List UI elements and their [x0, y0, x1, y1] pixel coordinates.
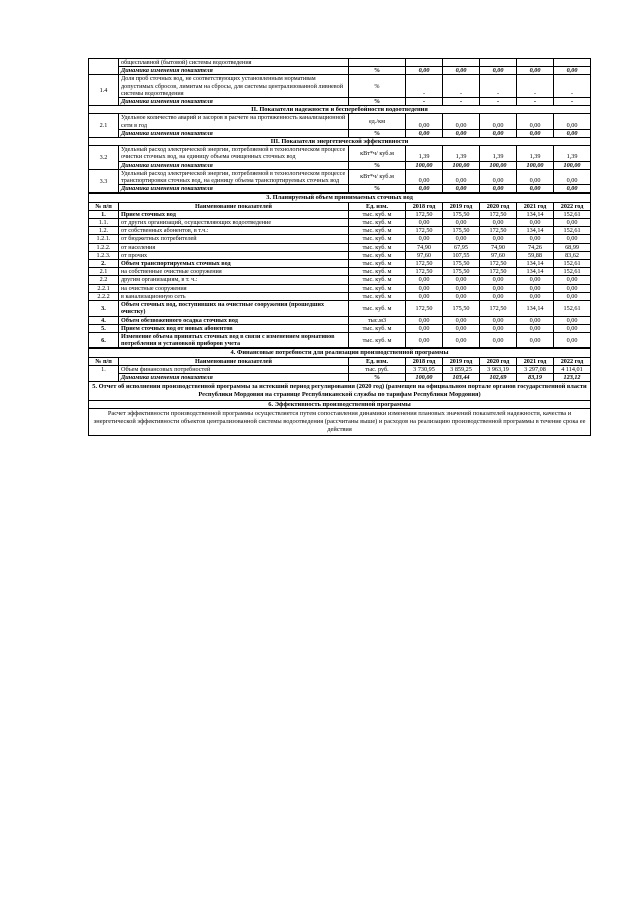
row-value: 0,00 [517, 324, 554, 332]
row-number: 1.2.1. [89, 235, 119, 243]
row-value: 68,99 [554, 243, 591, 251]
table-row [89, 332, 591, 347]
column-header: 2021 год [517, 357, 554, 365]
efficiency-row [89, 409, 591, 436]
row-value: 0,00 [554, 284, 591, 292]
row-unit: тыс. куб. м [349, 219, 406, 227]
row-value: 0,00 [554, 235, 591, 243]
row-value: 172,50 [480, 260, 517, 268]
row-value: 172,50 [480, 210, 517, 218]
table-row [89, 59, 591, 67]
row-value: 175,50 [443, 260, 480, 268]
row-name: на собственные очистные сооружения [119, 268, 349, 276]
row-unit: тыс. куб. м [349, 332, 406, 347]
dynamics-row: Динамика изменения показателя % 0,00 0,00 0,00 0,00 0,00 [89, 185, 591, 193]
row-value: 0,00 [517, 332, 554, 347]
wastewater-volume-table [88, 193, 591, 348]
row-value: 74,90 [480, 243, 517, 251]
row-value: 0,00 [480, 219, 517, 227]
row-unit: тыс. куб. м [349, 324, 406, 332]
row-value: 0,00 [554, 276, 591, 284]
row-value: 0,00 [443, 332, 480, 347]
row-unit: тыс. куб. м [349, 301, 406, 316]
row-unit: тыс. куб. м [349, 268, 406, 276]
section-heading: II. Показатели надежности и бесперебойности водоотведения [89, 106, 591, 114]
column-header: 2020 год [480, 357, 517, 365]
row-number: 2.1 [89, 268, 119, 276]
row-value: 59,88 [517, 251, 554, 259]
row-value: 0,00 [554, 324, 591, 332]
row-number: 6. [89, 332, 119, 347]
table-row: 3.3 Удельный расход электрической энергии, потребляемой в технологическом процессе транспортировки сточных вод, на единицу объема транспортируемых сточных вод кВт*ч/ куб.м 0,00 0,00 0,00 0,00 0,00 [89, 169, 591, 184]
row-value: 0,00 [480, 292, 517, 300]
row-number: 5. [89, 324, 119, 332]
section-heading-row [89, 194, 591, 202]
row-unit: тыс. куб. м [349, 292, 406, 300]
row-value: 152,61 [554, 268, 591, 276]
row-name: другим организациям, в т. ч.: [119, 276, 349, 284]
row-number: 1. [89, 210, 119, 218]
row-unit: тыс. куб. м [349, 210, 406, 218]
column-header: 2019 год [443, 357, 480, 365]
row-value: 0,00 [443, 235, 480, 243]
row-value: 0,00 [517, 235, 554, 243]
row-value: 97,60 [406, 251, 443, 259]
row-value: 0,00 [443, 292, 480, 300]
row-name: от бюджетных потребителей [119, 235, 349, 243]
row-value: 152,61 [554, 301, 591, 316]
row-value: 0,00 [406, 316, 443, 324]
column-header: 2019 год [443, 202, 480, 210]
table-row [89, 251, 591, 259]
row-value: 0,00 [554, 219, 591, 227]
row-value: 0,00 [406, 235, 443, 243]
row-name: Прием сточных вод от новых абонентов [119, 324, 349, 332]
row-name: от других организаций, осуществляющих водоотведение [119, 219, 349, 227]
table-row [89, 210, 591, 218]
row-value: 0,00 [517, 284, 554, 292]
row-value: 0,00 [480, 235, 517, 243]
column-header: 2021 год [517, 202, 554, 210]
row-value: 83,62 [554, 251, 591, 259]
row-value: 134,14 [517, 260, 554, 268]
row-value: 172,50 [406, 227, 443, 235]
row-value: 67,95 [443, 243, 480, 251]
column-header: Наименование показателей [119, 357, 349, 365]
row-value: 175,50 [443, 227, 480, 235]
row-value: 0,00 [406, 324, 443, 332]
row-value: 172,50 [406, 268, 443, 276]
table-row [89, 243, 591, 251]
column-header: № п/п [89, 357, 119, 365]
dynamics-label: Динамика изменения показателя [119, 67, 349, 75]
financial-needs-table [88, 348, 591, 436]
table-row: 2.1 Удельное количество аварий и засоров в расчете на протяженность канализационной сети в год ед./км 0,00 0,00 0,00 0,00 0,00 [89, 114, 591, 129]
row-value: 175,50 [443, 210, 480, 218]
row-number: 1.2. [89, 227, 119, 235]
row-name: Объем обезвоженного осадка сточных вод [119, 316, 349, 324]
row-name: Прием сточных вод [119, 210, 349, 218]
row-value: 0,00 [480, 316, 517, 324]
row-name: Изменение объема принятых сточных вод в связи с изменением нормативов потребления и установкой приборов учета [119, 332, 349, 347]
report-row [89, 382, 591, 401]
row-value: 134,14 [517, 227, 554, 235]
row-value: 0,00 [480, 276, 517, 284]
row-number: 1.2.2. [89, 243, 119, 251]
row-value: 0,00 [443, 276, 480, 284]
section-heading-row [89, 349, 591, 357]
dynamics-row: Динамика изменения показателя % 100,00 100,00 100,00 100,00 100,00 [89, 161, 591, 169]
row-name: от населения [119, 243, 349, 251]
row-value: 0,00 [443, 316, 480, 324]
row-unit: тыс. куб. м [349, 260, 406, 268]
row-value: 152,61 [554, 227, 591, 235]
dynamics-row: Динамика изменения показателя % 100,00 103,44 102,69 83,19 123,12 [89, 373, 591, 381]
table-row [89, 260, 591, 268]
row-value: 152,61 [554, 210, 591, 218]
row-number: 1.2.3. [89, 251, 119, 259]
row-value: 0,00 [406, 276, 443, 284]
efficiency-text: Расчет эффективности производственной программы осуществляется путем сопоставления динамики изменения плановых значений показателей надежности, качества и энергетической эффективности объектов централизованной системы водоотведения (рассчитаны выше) и расходов на реализацию производственной программы в течение срока ее действия [89, 409, 591, 436]
column-header: Наименование показателей [119, 202, 349, 210]
row-value: 0,00 [443, 324, 480, 332]
row-text: общесплавной (бытовой) системы водоотведения [119, 59, 349, 67]
table-row [89, 316, 591, 324]
row-value: 0,00 [517, 292, 554, 300]
row-value: 97,60 [480, 251, 517, 259]
section-title: 4. Финансовые потребности для реализации производственной программы [89, 349, 591, 357]
column-header: 2022 год [554, 357, 591, 365]
column-header: Ед. изм. [349, 357, 406, 365]
section-heading-row [89, 138, 591, 146]
indicators-table [88, 58, 591, 193]
table-row [89, 284, 591, 292]
row-value: 0,00 [406, 332, 443, 347]
table-row [89, 235, 591, 243]
row-unit: тыс. куб. м [349, 227, 406, 235]
column-header: 2020 год [480, 202, 517, 210]
row-number: 3. [89, 301, 119, 316]
table-header-row [89, 202, 591, 210]
row-value: 0,00 [554, 332, 591, 347]
row-number: 2.2 [89, 276, 119, 284]
row-name: от собственных абонентов, в т.ч.: [119, 227, 349, 235]
row-value: 172,50 [480, 301, 517, 316]
dynamics-row: Динамика изменения показателя % 0,00 0,00 0,00 0,00 0,00 [89, 67, 591, 75]
row-value: 74,90 [406, 243, 443, 251]
row-value: 0,00 [480, 332, 517, 347]
report-text: 5. Отчет об исполнении производственной программы за истекший период регулирования (2020 год) (размещен на официальном портале органов государственной власти Республики Мордовия на странице Республиканской службы по тарифам Республики Мордовия) [89, 382, 591, 401]
table-row: 3.2 Удельный расход электрической энергии, потребляемой в технологическом процессе очистки сточных вод, на единицу объема очищенных сточных вод кВт*ч/ куб.м 1,39 1,39 1,39 1,39 1,39 [89, 146, 591, 161]
row-number: 4. [89, 316, 119, 324]
row-value: 0,00 [406, 219, 443, 227]
row-value: 175,50 [443, 301, 480, 316]
row-unit: тыс. куб. м [349, 276, 406, 284]
row-name: Объем транспортируемых сточных вод [119, 260, 349, 268]
row-value: 0,00 [406, 292, 443, 300]
table-row: 1.4 Доля проб сточных вод, не соответствующих установленным нормативам допустимых сбросов, лимитам на сбросы, для системы централизованной ливневой системы водоотведения % - - - - - [89, 75, 591, 98]
table-row [89, 292, 591, 300]
row-value: 172,50 [406, 301, 443, 316]
row-number: 1.1. [89, 219, 119, 227]
row-unit: тыс. куб. м [349, 235, 406, 243]
column-header: 2018 год [406, 202, 443, 210]
row-name: на очистные сооружения [119, 284, 349, 292]
row-unit: тыс. куб. м [349, 243, 406, 251]
row-unit: тыс. куб. м [349, 251, 406, 259]
column-header: Ед. изм. [349, 202, 406, 210]
table-row [89, 227, 591, 235]
row-value: 152,61 [554, 260, 591, 268]
row-name: в канализационную сеть [119, 292, 349, 300]
row-value: 0,00 [554, 316, 591, 324]
row-value: 107,55 [443, 251, 480, 259]
row-name: Доля проб сточных вод, не соответствующих установленным нормативам допустимых сбросов, лимитам на сбросы, для системы централизованной ливневой системы водоотведения [119, 75, 349, 98]
row-value: 74,26 [517, 243, 554, 251]
row-name: от прочих [119, 251, 349, 259]
row-value: 0,00 [554, 292, 591, 300]
row-value: 0,00 [443, 284, 480, 292]
row-value: 0,00 [480, 324, 517, 332]
dynamics-row: Динамика изменения показателя % 0,00 0,00 0,00 0,00 0,00 [89, 129, 591, 137]
row-value: 172,50 [480, 268, 517, 276]
row-value: 0,00 [517, 316, 554, 324]
table-row: 1. Объем финансовых потребностей тыс. руб. 3 730,95 3 859,25 3 963,19 3 297,08 4 114,01 [89, 365, 591, 373]
section-heading: III. Показатели энергетической эффективности [89, 138, 591, 146]
section-title: 3. Планируемый объем принимаемых сточных вод [89, 194, 591, 202]
row-value: 0,00 [480, 284, 517, 292]
row-number: 2.2.2 [89, 292, 119, 300]
table-row [89, 324, 591, 332]
wastewater-volume-rows [89, 210, 591, 347]
row-unit: тыс.м3 [349, 316, 406, 324]
dynamics-row: Динамика изменения показателя % - - - - - [89, 98, 591, 106]
row-number: 1.4 [89, 75, 119, 106]
row-value: 175,50 [443, 268, 480, 276]
table-row [89, 276, 591, 284]
row-value: 134,14 [517, 268, 554, 276]
row-value: 0,00 [517, 276, 554, 284]
row-unit: тыс. куб. м [349, 284, 406, 292]
column-header: 2018 год [406, 357, 443, 365]
row-value: 172,50 [406, 260, 443, 268]
table-header-row [89, 357, 591, 365]
row-value: 172,50 [480, 227, 517, 235]
column-header: № п/п [89, 202, 119, 210]
section-heading-row [89, 106, 591, 114]
row-value: 0,00 [517, 219, 554, 227]
section-heading-row [89, 401, 591, 409]
table-row [89, 219, 591, 227]
table-row [89, 268, 591, 276]
row-number: 2.2.1 [89, 284, 119, 292]
row-value: 172,50 [406, 210, 443, 218]
row-value: 0,00 [443, 219, 480, 227]
table-row [89, 301, 591, 316]
column-header: 2022 год [554, 202, 591, 210]
row-value: 0,00 [406, 284, 443, 292]
document-page [88, 58, 590, 436]
section-title: 6. Эффективность производственной программы [89, 401, 591, 409]
row-name: Объем сточных вод, поступивших на очистные сооружения (прошедших очистку) [119, 301, 349, 316]
row-number: 2. [89, 260, 119, 268]
row-value: 134,14 [517, 210, 554, 218]
row-value: 134,14 [517, 301, 554, 316]
